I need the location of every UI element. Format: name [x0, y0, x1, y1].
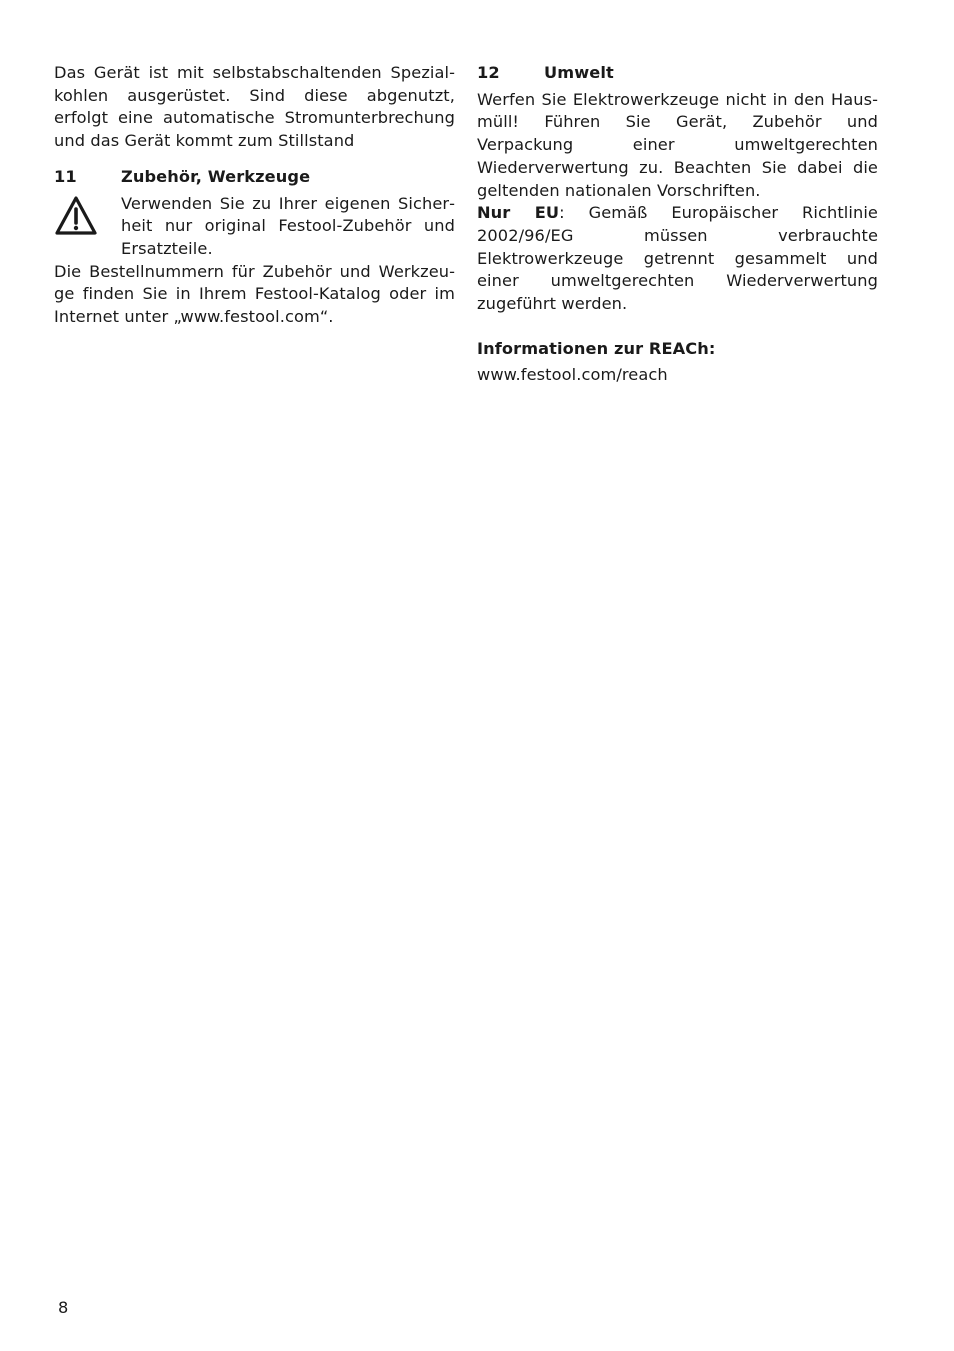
- intro-paragraph: Das Gerät ist mit selbstabschaltenden Spezialkohlen ausgerüstet. Sind diese abgenutzt, erfolgt eine automatische Stromunterbrechung und das Gerät kommt zum Stillstand: [54, 63, 455, 151]
- warning-triangle-icon: [54, 195, 98, 237]
- reach-url: www.festool.com/reach: [477, 365, 668, 385]
- section-12-title: Umwelt: [544, 63, 614, 82]
- eu-paragraph: [477, 202, 878, 316]
- section-11-title: Zubehör, Werkzeuge: [121, 166, 311, 186]
- warning-block: [54, 193, 455, 261]
- section-12-paragraph: Werfen Sie Elektrowerkzeuge nicht in den Hausmüll! Führen Sie Gerät, Zubehör und Verpackung einer umweltgerechten Wiederverwertung zu. Beachten Sie dabei die geltenden nationalen Vorschriften.: [477, 89, 878, 200]
- section-11-paragraph: Die Bestellnummern für Zubehör und Werkzeuge finden Sie in Ihrem Festool-Katalog oder im Internet unter „www.festool.com“.: [54, 261, 455, 327]
- section-12-number: 12: [477, 63, 500, 82]
- reach-title: Informationen zur REACh:: [477, 338, 716, 358]
- eu-text: : Gemäß Europäischer Richtlinie 2002/96/​EG müssen verbrauchte Elektrowerkzeuge getrennt gesammelt und einer umweltgerechten Wiederverwertung zugeführt werden.: [477, 203, 878, 314]
- warning-text: Verwenden Sie zu Ihrer eigenen Sicherheit nur original Festool-Zubehör und Ersatzteile.: [121, 193, 455, 258]
- section-11-number: 11: [54, 166, 77, 186]
- section-12-heading: [477, 62, 878, 85]
- right-column: [477, 62, 878, 387]
- left-column: [54, 62, 455, 329]
- eu-label: Nur EU: [477, 203, 560, 223]
- section-11-heading: [54, 166, 455, 189]
- page-number: 8: [58, 1298, 69, 1317]
